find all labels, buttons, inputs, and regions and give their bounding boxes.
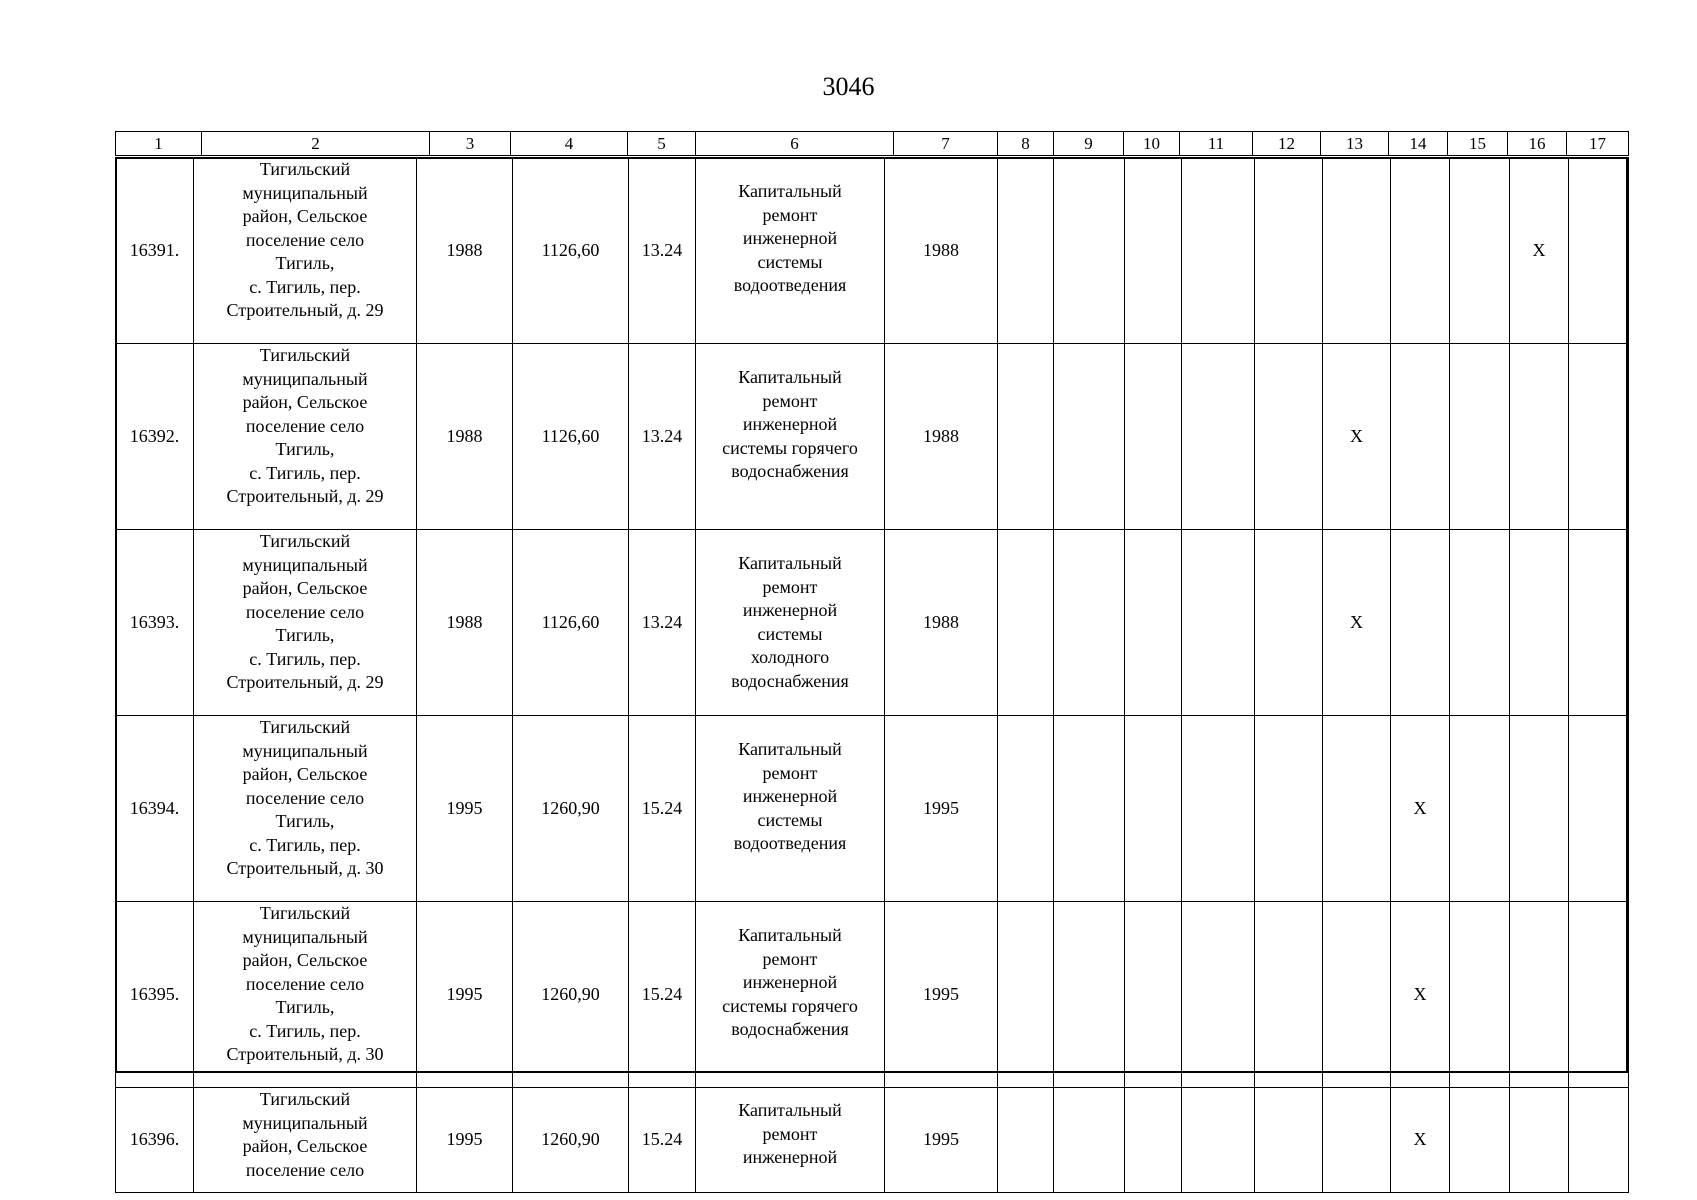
table-row <box>116 902 1629 1088</box>
empty-cell-col-15 <box>1450 158 1510 344</box>
column-number-7: 7 <box>894 132 998 156</box>
empty-cell-col-11 <box>1182 1088 1255 1193</box>
mark-cell-col-13: Х <box>1323 344 1391 530</box>
address-line: район, Сельское <box>242 950 368 970</box>
address-line: Тигильский <box>259 345 351 365</box>
empty-cell-col-9 <box>1054 902 1125 1088</box>
empty-cell-col-15 <box>1450 344 1510 530</box>
table-row <box>116 1088 1629 1193</box>
address-line: с. Тигиль, пер. <box>249 276 361 297</box>
work-description-cell <box>696 344 885 530</box>
empty-cell-col-12 <box>1255 158 1323 344</box>
address-cell <box>194 530 417 716</box>
empty-cell-col-9 <box>1054 716 1125 902</box>
year-cell-2: 1995 <box>885 1088 998 1193</box>
empty-cell-col-17 <box>1569 344 1629 530</box>
table-row <box>116 158 1629 344</box>
address-cell <box>194 902 417 1088</box>
empty-cell-col-8 <box>998 716 1054 902</box>
code-cell: 15.24 <box>629 1088 696 1193</box>
work-description-cell <box>696 902 885 1088</box>
empty-cell-col-10 <box>1125 902 1182 1088</box>
address-line: Тигильский <box>259 1089 351 1109</box>
table-row <box>116 530 1629 716</box>
column-number-5: 5 <box>628 132 696 156</box>
work-line: инженерной <box>742 786 838 806</box>
column-number-8: 8 <box>998 132 1054 156</box>
address-line: Тигильский <box>259 159 351 179</box>
empty-cell-col-16 <box>1510 902 1569 1088</box>
year-cell-2: 1988 <box>885 530 998 716</box>
year-cell-2: 1988 <box>885 158 998 344</box>
work-description-cell <box>696 158 885 344</box>
work-line: ремонт <box>762 948 818 969</box>
mark-cell-col-14: Х <box>1391 716 1450 902</box>
page-number: 3046 <box>822 72 875 101</box>
empty-cell-col-12 <box>1255 716 1323 902</box>
row-number-cell: 16392. <box>116 344 194 530</box>
address-line: район, Сельское <box>242 392 368 412</box>
code-cell: 13.24 <box>629 158 696 344</box>
area-cell: 1260,90 <box>513 1088 629 1193</box>
address-line: Тигильский <box>259 531 351 551</box>
address-line: Тигильский <box>259 903 351 923</box>
empty-cell-col-16 <box>1510 344 1569 530</box>
work-line: водоотведения <box>733 275 847 295</box>
work-description-cell <box>696 1088 885 1193</box>
column-number-header <box>115 131 1629 156</box>
table-row <box>116 716 1629 902</box>
code-cell: 13.24 <box>629 344 696 530</box>
address-line: муниципальный <box>242 926 368 947</box>
work-line: ремонт <box>762 576 818 597</box>
work-line: системы <box>757 623 823 644</box>
row-number-cell: 16391. <box>116 158 194 344</box>
column-number-13: 13 <box>1321 132 1389 156</box>
column-number-1: 1 <box>116 132 202 156</box>
work-line: водоснабжения <box>731 670 849 691</box>
empty-cell-col-9 <box>1054 158 1125 344</box>
address-line: Строительный, д. 30 <box>226 1044 384 1064</box>
work-line: ремонт <box>762 1123 818 1144</box>
empty-cell-col-14 <box>1391 530 1450 716</box>
empty-cell-col-10 <box>1125 530 1182 716</box>
empty-cell-col-12 <box>1255 530 1323 716</box>
year-cell: 1988 <box>417 344 513 530</box>
area-cell: 1126,60 <box>513 158 629 344</box>
empty-cell-col-13 <box>1323 1088 1391 1193</box>
column-number-4: 4 <box>511 132 628 156</box>
work-line: ремонт <box>762 762 818 783</box>
address-line: муниципальный <box>242 182 368 203</box>
work-line: ремонт <box>762 390 818 411</box>
year-cell-2: 1995 <box>885 902 998 1088</box>
empty-cell-col-12 <box>1255 344 1323 530</box>
empty-cell-col-14 <box>1391 344 1450 530</box>
empty-cell-col-10 <box>1125 1088 1182 1193</box>
year-cell-2: 1988 <box>885 344 998 530</box>
work-line: Капитальный <box>738 925 842 945</box>
empty-cell-col-15 <box>1450 902 1510 1088</box>
address-line: с. Тигиль, пер. <box>249 462 361 483</box>
empty-cell-col-8 <box>998 158 1054 344</box>
address-line: поселение село <box>245 1159 365 1180</box>
empty-cell-col-15 <box>1450 716 1510 902</box>
empty-cell-col-17 <box>1569 158 1629 344</box>
year-cell: 1988 <box>417 530 513 716</box>
empty-cell-col-16 <box>1510 1088 1569 1193</box>
mark-cell-col-14: Х <box>1391 902 1450 1088</box>
address-line: Строительный, д. 29 <box>226 672 384 692</box>
empty-cell-col-12 <box>1255 1088 1323 1193</box>
work-line: системы горячего <box>722 995 858 1016</box>
mark-cell-col-13: Х <box>1323 530 1391 716</box>
work-line: Капитальный <box>738 1100 842 1120</box>
data-table <box>115 157 1629 1193</box>
address-line: муниципальный <box>242 1112 368 1133</box>
column-number-15: 15 <box>1448 132 1508 156</box>
address-line: Строительный, д. 29 <box>226 486 384 506</box>
area-cell: 1260,90 <box>513 716 629 902</box>
work-description-cell <box>696 530 885 716</box>
column-number-17: 17 <box>1567 132 1629 156</box>
address-line: Тигиль, <box>275 439 335 459</box>
work-line: ремонт <box>762 204 818 225</box>
address-line: муниципальный <box>242 368 368 389</box>
empty-cell-col-13 <box>1323 902 1391 1088</box>
address-line: Тигиль, <box>275 625 335 645</box>
work-line: водоотведения <box>733 833 847 853</box>
mark-cell-col-16: Х <box>1510 158 1569 344</box>
column-number-6: 6 <box>696 132 894 156</box>
address-line: Строительный, д. 30 <box>226 858 384 878</box>
address-line: поселение село <box>245 415 365 436</box>
address-line: район, Сельское <box>242 1136 368 1156</box>
empty-cell-col-17 <box>1569 716 1629 902</box>
empty-cell-col-17 <box>1569 1088 1629 1193</box>
column-number-9: 9 <box>1054 132 1124 156</box>
empty-cell-col-9 <box>1054 344 1125 530</box>
empty-cell-col-10 <box>1125 716 1182 902</box>
address-cell <box>194 158 417 344</box>
mark-cell-col-14: Х <box>1391 1088 1450 1193</box>
address-line: район, Сельское <box>242 206 368 226</box>
column-number-11: 11 <box>1180 132 1253 156</box>
table-row <box>116 344 1629 530</box>
empty-cell-col-11 <box>1182 344 1255 530</box>
row-number-cell: 16394. <box>116 716 194 902</box>
column-number-3: 3 <box>430 132 511 156</box>
empty-cell-col-8 <box>998 344 1054 530</box>
work-line: инженерной <box>742 414 838 434</box>
year-cell: 1995 <box>417 716 513 902</box>
empty-cell-col-10 <box>1125 344 1182 530</box>
work-line: системы <box>757 809 823 830</box>
work-line: водоснабжения <box>731 461 849 481</box>
empty-cell-col-12 <box>1255 902 1323 1088</box>
address-cell <box>194 344 417 530</box>
address-line: район, Сельское <box>242 578 368 598</box>
work-line: холодного <box>750 647 830 667</box>
address-line: муниципальный <box>242 554 368 575</box>
work-line: системы <box>757 251 823 272</box>
address-cell <box>194 716 417 902</box>
code-cell: 15.24 <box>629 902 696 1088</box>
empty-cell-col-17 <box>1569 902 1629 1088</box>
address-line: поселение село <box>245 787 365 808</box>
address-line: с. Тигиль, пер. <box>249 834 361 855</box>
work-line: Капитальный <box>738 367 842 387</box>
year-cell: 1995 <box>417 1088 513 1193</box>
work-line: Капитальный <box>738 181 842 201</box>
empty-cell-col-11 <box>1182 902 1255 1088</box>
address-line: с. Тигиль, пер. <box>249 1020 361 1041</box>
address-line: поселение село <box>245 229 365 250</box>
empty-cell-col-8 <box>998 1088 1054 1193</box>
empty-cell-col-13 <box>1323 158 1391 344</box>
work-line: инженерной <box>742 972 838 992</box>
empty-cell-col-17 <box>1569 530 1629 716</box>
address-line: поселение село <box>245 601 365 622</box>
work-line: инженерной <box>742 1147 838 1167</box>
empty-cell-col-16 <box>1510 716 1569 902</box>
address-line: муниципальный <box>242 740 368 761</box>
column-number-2: 2 <box>202 132 430 156</box>
column-number-12: 12 <box>1253 132 1321 156</box>
year-cell: 1995 <box>417 902 513 1088</box>
year-cell-2: 1995 <box>885 716 998 902</box>
address-line: Тигиль, <box>275 811 335 831</box>
work-line: Капитальный <box>738 739 842 759</box>
empty-cell-col-15 <box>1450 530 1510 716</box>
empty-cell-col-13 <box>1323 716 1391 902</box>
column-number-10: 10 <box>1124 132 1180 156</box>
empty-cell-col-14 <box>1391 158 1450 344</box>
work-description-cell <box>696 716 885 902</box>
address-line: Тигиль, <box>275 997 335 1017</box>
empty-cell-col-15 <box>1450 1088 1510 1193</box>
work-line: инженерной <box>742 228 838 248</box>
empty-cell-col-8 <box>998 902 1054 1088</box>
work-line: системы горячего <box>722 437 858 458</box>
empty-cell-col-10 <box>1125 158 1182 344</box>
column-number-14: 14 <box>1389 132 1448 156</box>
work-line: водоснабжения <box>731 1019 849 1039</box>
area-cell: 1260,90 <box>513 902 629 1088</box>
empty-cell-col-11 <box>1182 716 1255 902</box>
area-cell: 1126,60 <box>513 530 629 716</box>
row-number-cell: 16395. <box>116 902 194 1088</box>
empty-cell-col-11 <box>1182 158 1255 344</box>
address-line: с. Тигиль, пер. <box>249 648 361 669</box>
area-cell: 1126,60 <box>513 344 629 530</box>
work-line: инженерной <box>742 600 838 620</box>
column-number-16: 16 <box>1508 132 1567 156</box>
empty-cell-col-16 <box>1510 530 1569 716</box>
address-line: Строительный, д. 29 <box>226 300 384 320</box>
address-line: поселение село <box>245 973 365 994</box>
empty-cell-col-9 <box>1054 530 1125 716</box>
address-cell <box>194 1088 417 1193</box>
address-line: район, Сельское <box>242 764 368 784</box>
row-number-cell: 16396. <box>116 1088 194 1193</box>
work-line: Капитальный <box>738 553 842 573</box>
year-cell: 1988 <box>417 158 513 344</box>
code-cell: 15.24 <box>629 716 696 902</box>
empty-cell-col-9 <box>1054 1088 1125 1193</box>
address-line: Тигиль, <box>275 253 335 273</box>
empty-cell-col-11 <box>1182 530 1255 716</box>
address-line: Тигильский <box>259 717 351 737</box>
code-cell: 13.24 <box>629 530 696 716</box>
empty-cell-col-8 <box>998 530 1054 716</box>
row-number-cell: 16393. <box>116 530 194 716</box>
